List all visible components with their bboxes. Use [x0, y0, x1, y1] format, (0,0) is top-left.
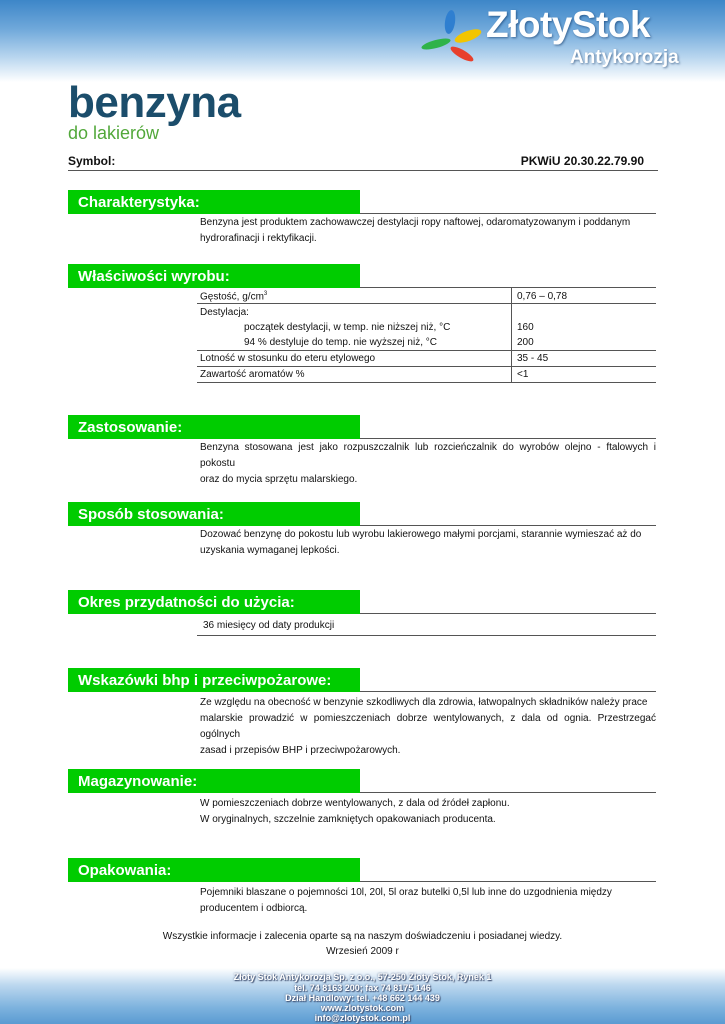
section-heading-bhp: Wskazówki bhp i przeciwpożarowe:: [68, 668, 360, 692]
text-line: oraz do mycia sprzętu malarskiego.: [200, 474, 358, 485]
text-line: Benzyna stosowana jest jako rozpuszczalnik lub rozcieńczalnik do wyrobów olejno - ftalowych i pokostu: [200, 442, 656, 469]
section-heading-magazynowanie: Magazynowanie:: [68, 769, 360, 793]
section-divider: [360, 525, 656, 526]
logo-name: ZłotyStok: [486, 4, 651, 45]
text-line: Ze względu na obecność w benzynie szkodliwych dla zdrowia, łatwopalnych składników należy prace: [200, 697, 648, 708]
section-divider: [360, 613, 656, 614]
text-line: Dozować benzynę do pokostu lub wyrobu lakierowego małymi porcjami, starannie wymieszać aż do: [200, 529, 642, 540]
table-row: [197, 304, 656, 351]
section-heading-okres: Okres przydatności do użycia:: [68, 590, 360, 614]
contact-website[interactable]: www.zlotystok.com: [320, 1003, 405, 1013]
property-label: 94 % destyluje do temp. nie wyższej niż, °C: [244, 337, 437, 348]
property-label: Lotność w stosunku do eteru etylowego: [200, 353, 376, 364]
section-heading-zastosowanie: Zastosowanie:: [68, 415, 360, 439]
symbol-row: [68, 154, 658, 171]
text-line: Pojemniki blaszane o pojemności 10l, 20l, 5l oraz butelki 0,5l lub inne do uzgodnienia między: [200, 887, 612, 898]
section-heading-charakterystyka: Charakterystyka:: [68, 190, 360, 214]
symbol-label: Symbol:: [68, 154, 116, 168]
section-heading-sposob: Sposób stosowania:: [68, 502, 360, 526]
table-row: [197, 288, 656, 304]
section-divider: [360, 213, 656, 214]
property-label: początek destylacji, w temp. nie niższej niż, °C: [244, 322, 451, 333]
contact-address: Złoty Stok Antykorozja Sp. z o.o., 57-250 Złoty Stok, Rynek 1: [233, 972, 492, 982]
bhp-text: [200, 695, 656, 759]
contact-sales: Dział Handlowy: tel. +48 662 144 439: [285, 993, 440, 1003]
text-line: W oryginalnych, szczelnie zamkniętych opakowaniach producenta.: [200, 814, 496, 825]
property-label: Zawartość aromatów %: [200, 369, 305, 380]
text-line: W pomieszczeniach dobrze wentylowanych, z dala od źródeł zapłonu.: [200, 798, 510, 809]
property-value: 35 - 45: [517, 353, 549, 364]
contact-email[interactable]: info@zlotystok.com.pl: [314, 1013, 411, 1023]
properties-table: [197, 288, 656, 383]
company-logo: [416, 4, 706, 72]
table-row: [197, 367, 656, 383]
text-line: Benzyna jest produktem zachowawczej destylacji ropy naftowej, odaromatyzowanym i poddanym: [200, 217, 631, 228]
text-line: producentem i odbiorcą.: [200, 903, 308, 914]
section-divider: [360, 881, 656, 882]
section-divider: [360, 438, 656, 439]
section-heading-wlasciwosci: Właściwości wyrobu:: [68, 264, 360, 288]
charakterystyka-text: [200, 215, 656, 247]
property-value: 200: [517, 337, 534, 348]
text-line: hydrorafinacji i rektyfikacji.: [200, 233, 317, 244]
date-text: Wrzesień 2009 r: [326, 946, 399, 957]
okres-value: 36 miesięcy od daty produkcji: [203, 620, 335, 631]
logo-subtitle: Antykorozja: [570, 47, 679, 68]
text-line: uzyskania wymaganej lepkości.: [200, 545, 340, 556]
pkwiu-code: PKWiU 20.30.22.79.90: [520, 154, 644, 168]
property-value: 160: [517, 322, 534, 333]
property-label: Destylacja:: [200, 307, 249, 318]
magazynowanie-text: [200, 796, 656, 828]
section-divider: [197, 635, 656, 636]
product-subtitle: do lakierów: [68, 123, 160, 143]
property-value: <1: [517, 369, 529, 380]
text-line: malarskie prowadzić w pomieszczeniach dobrze wentylowanych, z dala od ognia. Przestrzegać ogólnych: [200, 713, 656, 740]
table-row: [197, 351, 656, 367]
opakowania-text: [200, 885, 656, 917]
product-title: benzyna: [68, 78, 241, 127]
logo-flower-icon: [416, 6, 486, 70]
contact-phone: tel. 74 8163 200; fax 74 8175 146: [294, 983, 431, 993]
disclaimer-text: Wszystkie informacje i zalecenia oparte są na naszym doświadczeniu i posiadanej wiedzy.: [162, 931, 563, 942]
property-label: Gęstość, $g/cm^3$: [200, 291, 268, 303]
section-divider: [360, 691, 656, 692]
text-line: zasad i przepisów BHP i przeciwpożarowych.: [200, 745, 401, 756]
section-divider: [360, 792, 656, 793]
section-heading-opakowania: Opakowania:: [68, 858, 360, 882]
zastosowanie-text: [200, 440, 656, 488]
sposob-text: [200, 527, 656, 559]
property-value: 0,76 – 0,78: [517, 291, 568, 302]
